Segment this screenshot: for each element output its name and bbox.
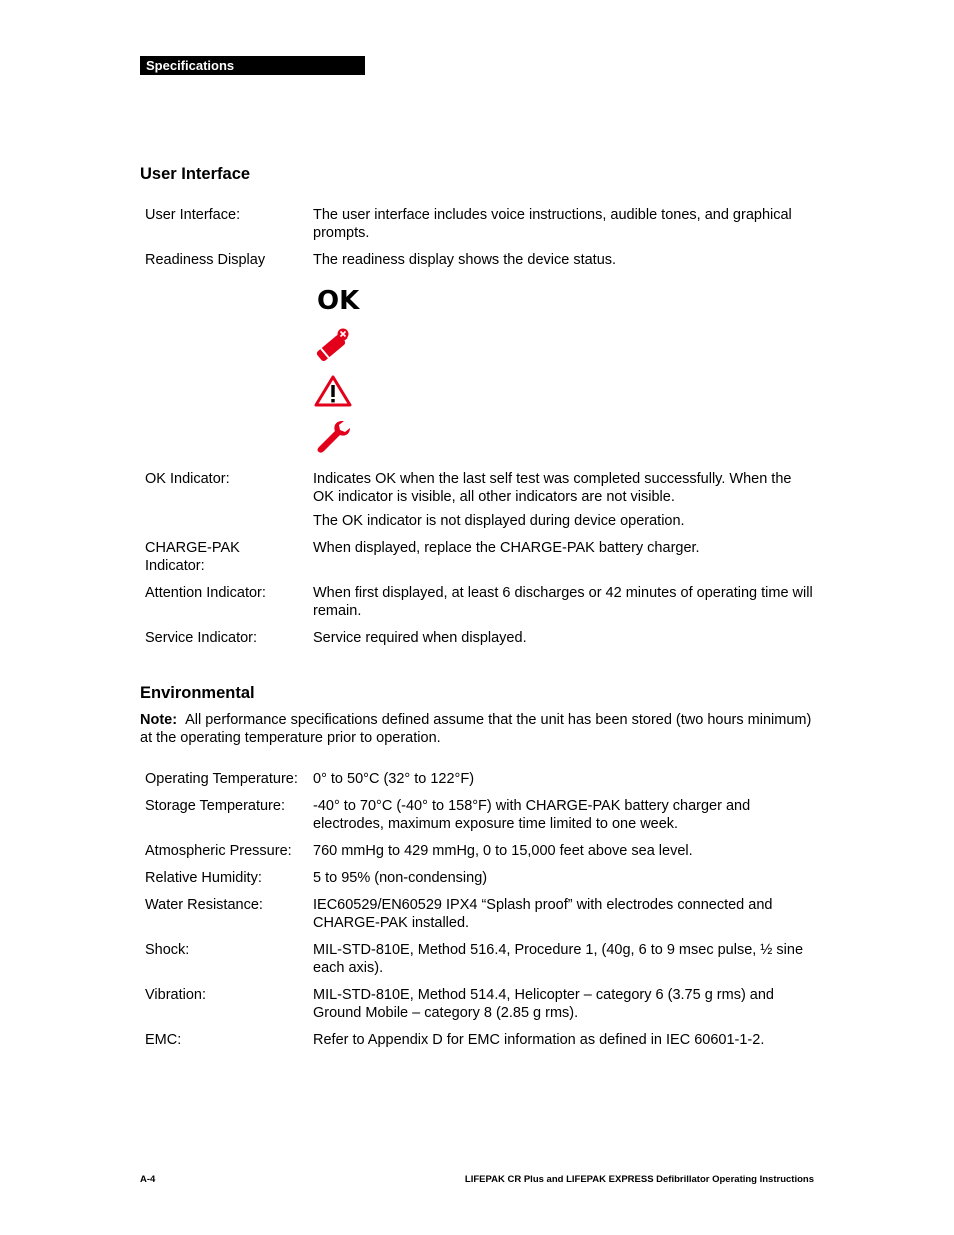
spec-label: User Interface: — [145, 207, 241, 223]
spec-value: MIL-STD-810E, Method 514.4, Helicopter – category 6 (3.75 g rms) and Ground Mobile – category 8 (2.85 g rms). — [313, 987, 774, 1021]
spec-row — [145, 896, 825, 932]
spec-value: 5 to 95% (non-condensing) — [313, 870, 488, 886]
spec-row — [145, 770, 825, 788]
spec-label: Relative Humidity: — [145, 870, 262, 886]
spec-label: Atmospheric Pressure: — [145, 843, 292, 859]
spec-row — [145, 206, 825, 242]
note — [140, 711, 820, 747]
spec-label: Water Resistance: — [145, 897, 263, 913]
spec-row — [145, 584, 825, 620]
spec-label: Attention Indicator: — [145, 585, 266, 601]
spec-value: IEC60529/EN60529 IPX4 “Splash proof” with electrodes connected and CHARGE-PAK installed. — [313, 897, 773, 931]
battery-charger-icon — [313, 322, 825, 368]
spec-value: 0° to 50°C (32° to 122°F) — [313, 771, 475, 787]
note-text: All performance specifications defined assume that the unit has been stored (two hours minimum) at the operating temperature prior to operation. — [140, 712, 812, 746]
spec-row — [145, 797, 825, 833]
ok-icon-text: OK — [317, 286, 360, 316]
note-label: Note: — [140, 712, 178, 728]
spec-row — [145, 251, 825, 269]
readiness-icons — [313, 276, 825, 460]
spec-row — [145, 539, 825, 575]
spec-value — [313, 470, 825, 530]
spec-value: When first displayed, at least 6 discharges or 42 minutes of operating time will remain. — [313, 585, 813, 619]
spec-label: Service Indicator: — [145, 630, 258, 646]
spec-label: OK Indicator: — [145, 471, 230, 487]
spec-value: -40° to 70°C (-40° to 158°F) with CHARGE-PAK battery charger and electrodes, maximum exposure time limited to one week. — [313, 798, 751, 832]
spec-label: EMC: — [145, 1032, 182, 1048]
spec-label: Readiness Display — [145, 252, 266, 268]
footer-title: LIFEPAK CR Plus and LIFEPAK EXPRESS Defibrillator Operating Instructions — [464, 1174, 814, 1185]
spec-value-text: Indicates OK when the last self test was completed successfully. When the OK indicator is visible, all other indicators are not visible. — [313, 471, 792, 505]
spec-row — [145, 842, 825, 860]
spec-row — [145, 986, 825, 1022]
spec-value: MIL-STD-810E, Method 516.4, Procedure 1, (40g, 6 to 9 msec pulse, ½ sine each axis). — [313, 942, 804, 976]
spec-label: Storage Temperature: — [145, 798, 285, 814]
environmental-heading: Environmental — [140, 684, 255, 702]
spec-label: Shock: — [145, 942, 190, 958]
spec-value: The readiness display shows the device status. — [313, 252, 617, 268]
spec-label: CHARGE-PAK Indicator: — [145, 540, 240, 574]
section-header-bar: Specifications — [140, 56, 365, 75]
spec-value: Service required when displayed. — [313, 630, 527, 646]
spec-label: Operating Temperature: — [145, 771, 298, 787]
attention-icon — [313, 368, 825, 414]
spec-row — [145, 1031, 825, 1049]
ok-icon — [313, 276, 825, 322]
spec-value: When displayed, replace the CHARGE-PAK battery charger. — [313, 540, 700, 556]
spec-value: 760 mmHg to 429 mmHg, 0 to 15,000 feet above sea level. — [313, 843, 693, 859]
spec-label: Vibration: — [145, 987, 206, 1003]
spec-value: Refer to Appendix D for EMC information as defined in IEC 60601-1-2. — [313, 1032, 765, 1048]
environmental-table — [145, 770, 825, 1058]
page-number: A-4 — [140, 1174, 156, 1185]
spec-row — [145, 869, 825, 887]
spec-row — [145, 629, 825, 647]
user-interface-heading: User Interface — [140, 165, 251, 183]
spec-row — [145, 470, 825, 530]
spec-value: The user interface includes voice instructions, audible tones, and graphical prompts. — [313, 207, 792, 241]
wrench-icon — [313, 414, 825, 460]
user-interface-table — [145, 206, 825, 656]
spec-value-text: The OK indicator is not displayed during device operation. — [313, 513, 685, 529]
spec-row — [145, 941, 825, 977]
